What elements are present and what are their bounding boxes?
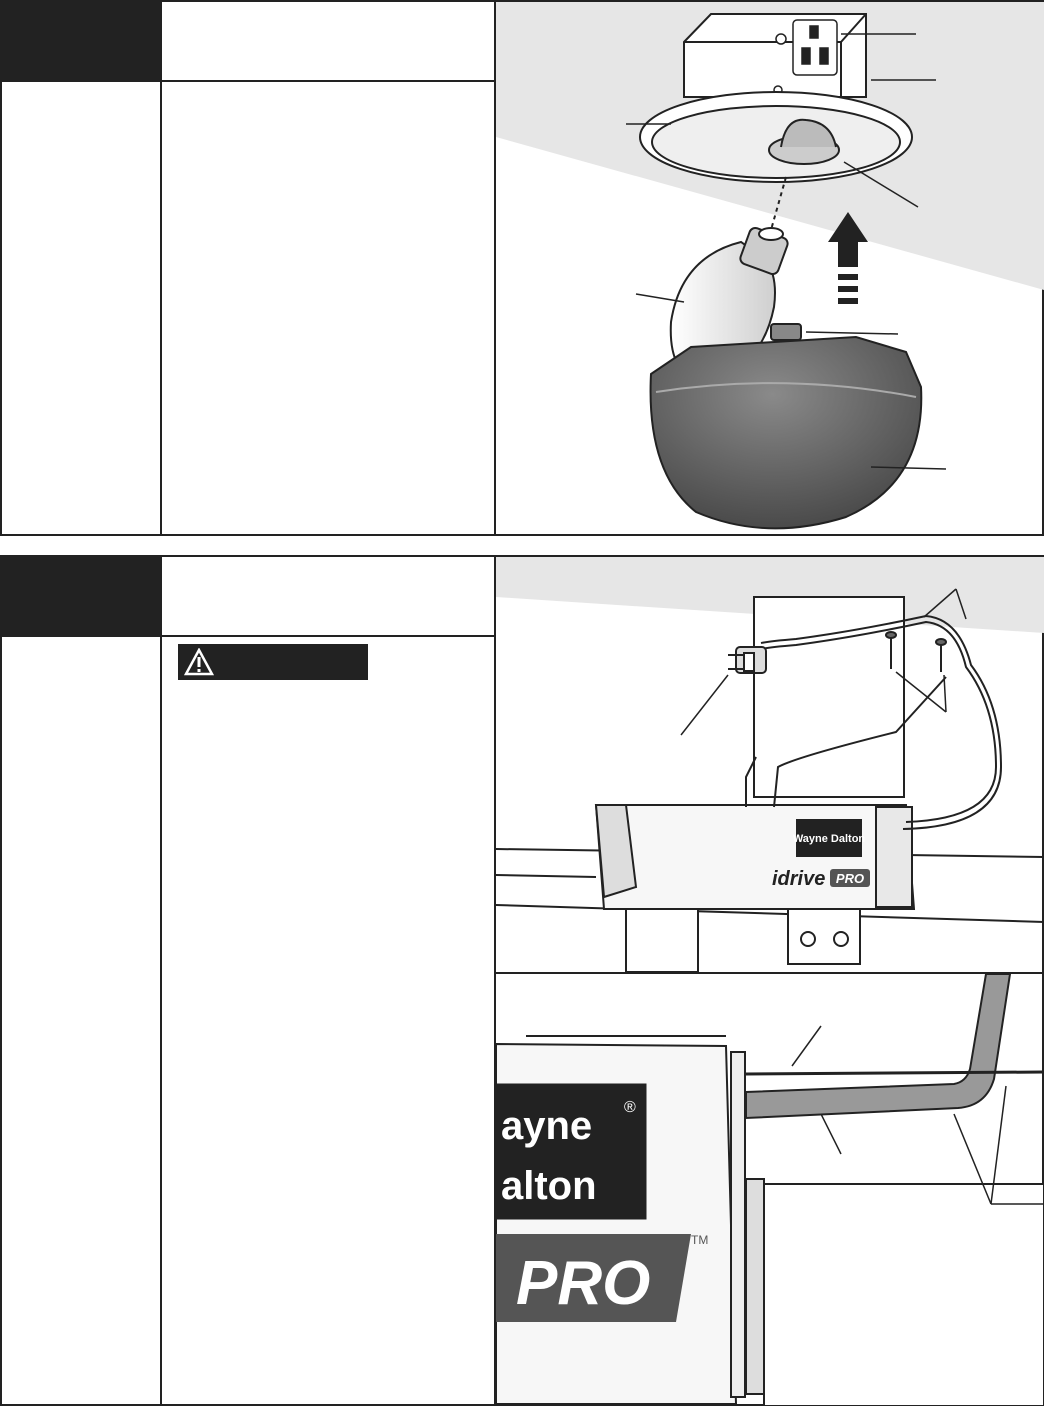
electrical-outlet (793, 20, 837, 75)
opener-power-cord-illustration (496, 557, 1044, 972)
step-number-box (2, 557, 160, 637)
brand-logo-large-line1: ayne (501, 1104, 593, 1148)
title-divider (2, 635, 496, 637)
product-badge-large (496, 1233, 708, 1322)
svg-text:PRO: PRO (516, 1249, 651, 1318)
step-panel-power-cord (0, 555, 1044, 1406)
title-divider (2, 80, 496, 82)
column-divider-left (160, 2, 162, 534)
cable-line (746, 1072, 1044, 1074)
mounting-ring (640, 92, 912, 182)
warning-banner (178, 644, 368, 680)
brand-logo-large-line2: alton (501, 1164, 597, 1208)
light-cover-dome (651, 324, 922, 528)
torsion-tube-closeup (764, 1184, 1044, 1406)
brand-logo-small (793, 819, 866, 857)
socket-box (684, 14, 866, 97)
brand-logo-large (496, 1084, 646, 1219)
registered-mark: ® (624, 1099, 636, 1116)
power-plug (728, 647, 766, 673)
product-badge: PRO (835, 871, 865, 886)
step-panel-light-bulb (0, 0, 1044, 536)
step-number-box (2, 2, 160, 82)
column-divider-left (160, 557, 162, 1404)
product-name: idrive (772, 868, 826, 890)
opener-unit (596, 805, 914, 909)
power-cord-closeup (746, 974, 1010, 1118)
light-bulb-illustration (496, 2, 1044, 534)
mounting-bracket (788, 909, 860, 964)
trademark: TM (691, 1233, 709, 1247)
cord-routing-closeup (496, 974, 1044, 1406)
brand-logo-small-text: Wayne Dalton (792, 833, 866, 845)
mounting-board (754, 597, 904, 797)
warning-triangle-icon (184, 648, 214, 676)
